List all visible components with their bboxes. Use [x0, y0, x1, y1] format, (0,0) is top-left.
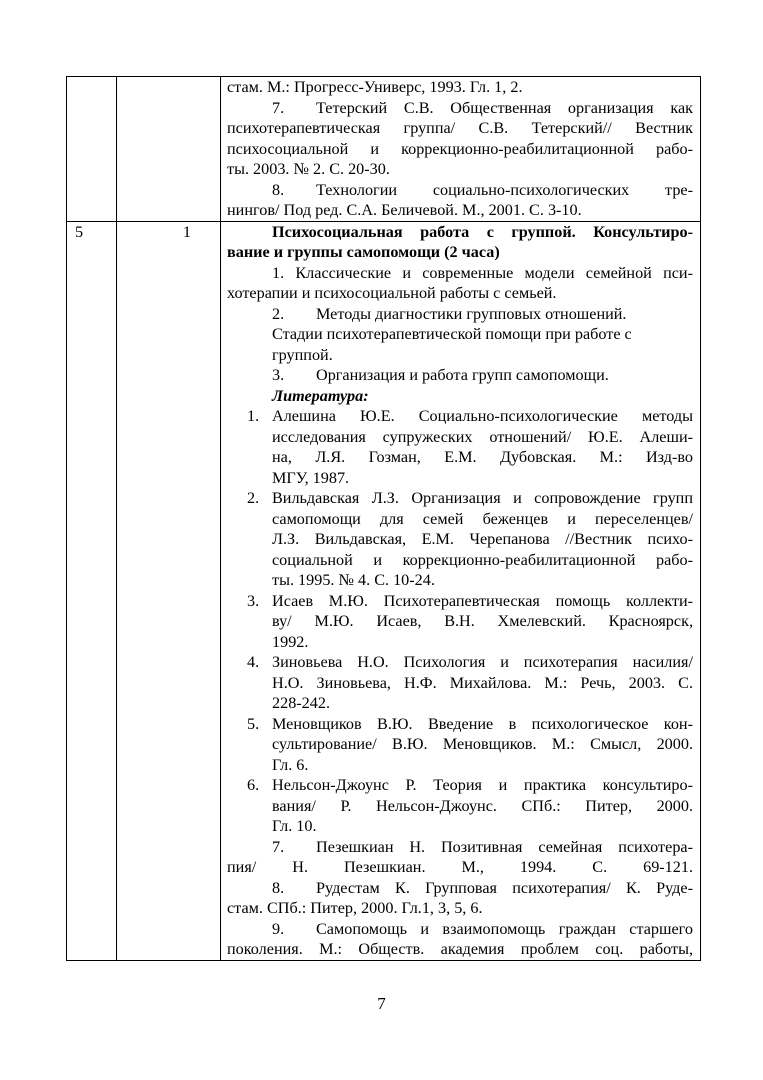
curriculum-table	[66, 76, 701, 961]
list-item: 1. Алешина Ю.Е. Социально-психологические методы исследования супружеских отношений/ Ю.Е. Алеши- на, Л.Я. Гозман, Е.М. Дубовская. М.: Изд-во МГУ, 1987.	[247, 407, 694, 487]
list-item: 6. Нельсон-Джоунс Р. Теория и практика консультиро- вания/ Р. Нельсон-Джоунс. СПб.: Питер, 2000. Гл. 10.	[247, 776, 694, 835]
page-number: 7	[377, 994, 386, 1013]
reference-line: 7. Тетерский С.В. Общественная организация как	[272, 98, 693, 117]
topic-title: Психосоциальная работа с группой. Консультиро-	[272, 222, 693, 241]
text-line: группой.	[272, 345, 333, 364]
content-cell	[221, 77, 701, 222]
list-item: 3. Исаев М.Ю. Психотерапевтическая помощь коллекти- ву/ М.Ю. Исаев, В.Н. Хмелевский. Красноярск, 1992.	[247, 591, 693, 651]
text-line: хотерапии и психосоциальной работы с семьей.	[227, 284, 557, 302]
text-line: психосоциальной и коррекционно-реабилитационной рабо-	[227, 139, 693, 158]
reference-line: 8. Рудестам К. Групповая психотерапия/ К. Руде-	[272, 878, 693, 897]
text-line: 3. Организация и работа групп самопомощи.	[272, 366, 609, 384]
text-line: нингов/ Под ред. С.А. Беличевой. М., 2001. С. 3-10.	[227, 201, 582, 219]
list-item: 4. Зиновьева Н.О. Психология и психотерапия насилия/ Н.О. Зиновьева, Н.Ф. Михайлова. М.: Речь, 2003. С. 228-242.	[247, 653, 693, 712]
reference-line: 9. Самопомощь и взаимопомощь граждан старшего	[272, 919, 693, 938]
content-cell	[221, 221, 701, 960]
list-item: 5. Меновщиков В.Ю. Введение в психологическое кон- сультирование/ В.Ю. Меновщиков. М.: Смысл, 2000. Гл. 6.	[247, 714, 693, 774]
text-line: ты. 2003. № 2. С. 20-30.	[227, 160, 390, 178]
text-line: 2. Методы диагностики групповых отношений.	[272, 304, 627, 323]
reference-line: стам. СПб.: Питер, 2000. Гл.1, 3, 5, 6.	[227, 899, 483, 917]
reference-line: пия/ Н. Пезешкиан. М., 1994. С. 69-121.	[227, 858, 694, 876]
literature-label: Литература:	[272, 386, 369, 405]
text-line: психотерапевтическая группа/ С.В. Тетерский// Вестник	[227, 119, 693, 137]
table-row-continuation	[67, 77, 701, 222]
list-item: 2. Вильдавская Л.З. Организация и сопровождение групп самопомощи для семей беженцев и переселенцев/ Л.З. Вильдавская, Е.М. Черепанова //Вестник психо- социальной и коррекционно-реабилитационной рабо- ты. 1995. № 4. С. 10-24.	[247, 489, 693, 589]
table-row-5	[67, 221, 701, 960]
reference-line: 8. Технологии социально-психологических тре-	[272, 180, 693, 199]
text-line: Стадии психотерапевтической помощи при работе с	[272, 325, 632, 343]
reference-line: 7. Пезешкиан Н. Позитивная семейная психотера-	[272, 837, 693, 856]
hours-cell: 1	[117, 221, 221, 960]
hours-cell	[117, 77, 221, 222]
row-number-cell: 5	[67, 221, 117, 960]
topic-title: вание и группы самопомощи (2 часа)	[227, 243, 500, 261]
reference-line: поколения. М.: Обществ. академия проблем соц. работы,	[227, 940, 693, 958]
text-line: 1. Классические и современные модели семейной пси-	[272, 263, 693, 282]
text-line: стам. М.: Прогресс-Универс, 1993. Гл. 1, 2.	[227, 78, 523, 96]
row-number-cell	[67, 77, 117, 222]
